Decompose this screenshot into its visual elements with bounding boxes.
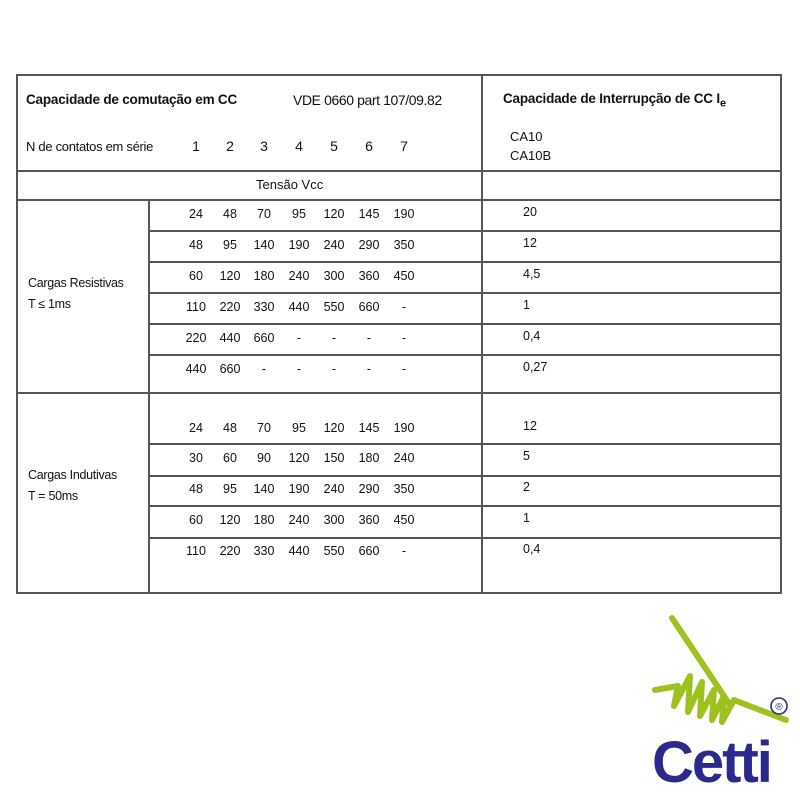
voltage-cell: 360 <box>358 269 380 283</box>
right-header-title-text: Capacidade de Interrupção de CC I <box>503 91 720 106</box>
voltage-cell: 120 <box>323 207 345 221</box>
table-border-right <box>780 74 782 594</box>
group-separator <box>16 392 782 394</box>
voltage-cell: 70 <box>257 207 271 221</box>
voltage-cell: - <box>331 362 337 376</box>
voltage-cell: 60 <box>189 269 203 283</box>
voltage-cell: - <box>401 544 407 558</box>
voltage-cell: 180 <box>253 513 275 527</box>
switching-capacity-table <box>16 74 782 594</box>
current-cell: 0,4 <box>523 542 541 556</box>
group-label-resistive: Cargas Resistivas <box>28 276 124 290</box>
voltage-cell: 110 <box>186 544 206 558</box>
voltage-cell: 290 <box>358 238 380 252</box>
voltage-cell: 60 <box>223 451 237 465</box>
logo-wordmark: Cetti <box>652 730 771 790</box>
registered-mark: ® <box>775 702 783 713</box>
right-header-title <box>503 91 726 110</box>
left-header-title-text: Capacidade de comutação em CC <box>26 92 238 107</box>
voltage-cell: 30 <box>189 451 203 465</box>
left-header-title <box>26 92 237 107</box>
voltage-cell: 440 <box>288 544 310 558</box>
voltage-cell: 190 <box>393 207 415 221</box>
current-cell: 1 <box>523 298 530 312</box>
voltage-cell: 360 <box>358 513 380 527</box>
column-divider <box>481 74 483 594</box>
voltage-cell: 110 <box>186 300 206 314</box>
left-header-norm: VDE 0660 part 107/09.82 <box>293 92 442 108</box>
voltage-cell: 120 <box>219 269 241 283</box>
voltage-cell: 48 <box>189 482 203 496</box>
series-number: 7 <box>400 138 408 154</box>
voltage-cell: 660 <box>253 331 275 345</box>
voltage-cell: 300 <box>323 269 345 283</box>
voltage-cell: 120 <box>323 421 345 435</box>
current-cell: 1 <box>523 511 530 525</box>
current-cell: 0,27 <box>523 360 548 374</box>
voltage-cell: 440 <box>185 362 207 376</box>
category-ca10b: CA10B <box>510 148 552 163</box>
voltage-cell: 300 <box>323 513 345 527</box>
voltage-cell: - <box>401 300 407 314</box>
voltage-cell: - <box>261 362 267 376</box>
group-sublabel-resistive: T ≤ 1ms <box>28 297 71 311</box>
row-separator <box>148 354 782 356</box>
voltage-cell: 145 <box>358 207 380 221</box>
group-label-inductive: Cargas Indutivas <box>28 468 117 482</box>
series-number: 6 <box>365 138 373 154</box>
table-border-bottom <box>16 592 782 594</box>
row-separator <box>148 443 782 445</box>
table-border-left <box>16 74 18 594</box>
voltage-cell: - <box>331 331 337 345</box>
voltage-cell: - <box>366 331 372 345</box>
voltage-cell: 150 <box>323 451 345 465</box>
series-number: 2 <box>226 138 234 154</box>
voltage-cell: 120 <box>288 451 310 465</box>
voltage-cell: 48 <box>223 207 237 221</box>
voltage-cell: - <box>401 362 407 376</box>
voltage-cell: 240 <box>323 482 345 496</box>
current-cell: 5 <box>523 449 530 463</box>
voltage-cell: 450 <box>393 513 415 527</box>
voltage-cell: 95 <box>292 421 306 435</box>
current-cell: 20 <box>523 205 537 219</box>
voltage-cell: 350 <box>393 482 415 496</box>
voltage-cell: 240 <box>393 451 415 465</box>
spring-icon <box>655 618 786 722</box>
voltage-cell: 95 <box>292 207 306 221</box>
voltage-cell: 24 <box>189 421 203 435</box>
voltage-cell: 220 <box>219 544 241 558</box>
voltage-cell: 70 <box>257 421 271 435</box>
row-separator <box>148 475 782 477</box>
series-number: 5 <box>330 138 338 154</box>
current-cell: 2 <box>523 480 530 494</box>
voltage-cell: 60 <box>189 513 203 527</box>
voltage-cell: 240 <box>288 269 310 283</box>
voltage-cell: 660 <box>358 544 380 558</box>
row-separator <box>148 537 782 539</box>
series-number: 1 <box>192 138 200 154</box>
voltage-cell: 440 <box>219 331 241 345</box>
voltage-cell: 440 <box>288 300 310 314</box>
voltage-cell: - <box>296 331 302 345</box>
voltage-cell: 145 <box>358 421 380 435</box>
current-cell: 12 <box>523 236 537 250</box>
row-separator <box>148 230 782 232</box>
voltage-cell: 220 <box>185 331 207 345</box>
header-separator <box>16 170 782 172</box>
current-cell: 4,5 <box>523 267 541 281</box>
cetti-logo-graphic <box>650 610 795 790</box>
voltage-cell: 240 <box>288 513 310 527</box>
voltage-cell: - <box>401 331 407 345</box>
voltage-cell: 190 <box>393 421 415 435</box>
voltage-cell: 140 <box>253 482 275 496</box>
voltage-cell: 330 <box>253 300 275 314</box>
cetti-logo <box>650 610 795 790</box>
voltage-cell: 330 <box>253 544 275 558</box>
voltage-cell: 190 <box>288 238 310 252</box>
voltage-cell: 90 <box>257 451 271 465</box>
row-separator <box>148 323 782 325</box>
voltage-cell: 550 <box>323 300 345 314</box>
caption-separator <box>16 199 782 201</box>
voltage-cell: 48 <box>189 238 203 252</box>
voltage-cell: 48 <box>223 421 237 435</box>
voltage-cell: 180 <box>358 451 380 465</box>
series-number: 4 <box>295 138 303 154</box>
row-separator <box>148 292 782 294</box>
category-ca10: CA10 <box>510 129 543 144</box>
voltage-cell: 220 <box>219 300 241 314</box>
current-cell: 0,4 <box>523 329 541 343</box>
voltage-cell: 120 <box>219 513 241 527</box>
voltage-cell: 660 <box>219 362 241 376</box>
voltage-cell: 95 <box>223 238 237 252</box>
series-number: 3 <box>260 138 268 154</box>
voltage-cell: 660 <box>358 300 380 314</box>
voltage-cell: 95 <box>223 482 237 496</box>
row-separator <box>148 261 782 263</box>
voltage-caption: Tensão Vcc <box>256 177 324 192</box>
label-column-divider <box>148 199 150 594</box>
voltage-cell: 190 <box>288 482 310 496</box>
voltage-cell: 450 <box>393 269 415 283</box>
current-cell: 12 <box>523 419 537 433</box>
voltage-cell: 290 <box>358 482 380 496</box>
table-border-top <box>16 74 782 76</box>
voltage-cell: 550 <box>323 544 345 558</box>
row-separator <box>148 505 782 507</box>
voltage-cell: - <box>366 362 372 376</box>
voltage-cell: 140 <box>253 238 275 252</box>
right-header-subscript: e <box>719 97 726 110</box>
voltage-cell: 350 <box>393 238 415 252</box>
voltage-cell: 240 <box>323 238 345 252</box>
voltage-cell: 180 <box>253 269 275 283</box>
group-sublabel-inductive: T = 50ms <box>28 489 78 503</box>
voltage-cell: 24 <box>189 207 203 221</box>
voltage-cell: - <box>296 362 302 376</box>
series-label: N de contatos em série <box>26 139 154 154</box>
